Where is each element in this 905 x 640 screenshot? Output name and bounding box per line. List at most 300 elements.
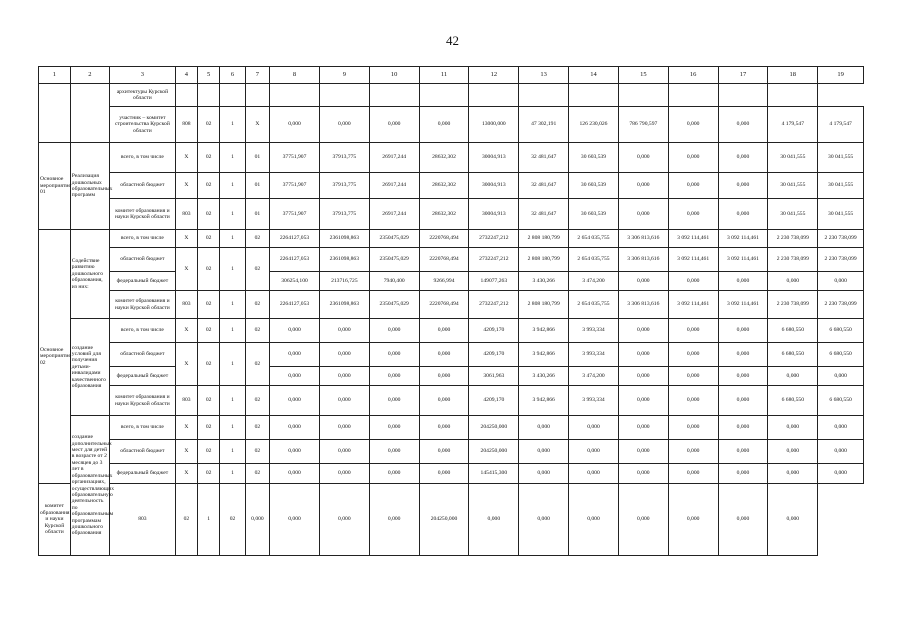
amount-cell: 6 680,550	[768, 386, 818, 416]
code-cell: 02	[198, 386, 220, 416]
header-cell: 5	[198, 67, 220, 84]
amount-cell: 3 430,266	[519, 272, 569, 291]
amount-cell: 0,000	[668, 440, 718, 464]
code-cell: 02	[198, 199, 220, 230]
amount-cell: 0,000	[618, 440, 668, 464]
amount-cell: 0,000	[668, 343, 718, 367]
amount-cell: 2220768,494	[419, 291, 469, 319]
budget-table	[38, 66, 864, 556]
amount-cell	[519, 84, 569, 107]
code-cell: 803	[175, 199, 197, 230]
amount-cell: 786 790,597	[618, 107, 668, 143]
code-cell: 01	[245, 199, 269, 230]
code-cell: 1	[220, 199, 245, 230]
amount-cell: 0,000	[718, 386, 768, 416]
code-cell: 1	[220, 343, 245, 386]
table-row	[39, 319, 864, 343]
amount-cell: 0,000	[618, 343, 668, 367]
amount-cell: 0,000	[618, 143, 668, 173]
code-cell: 1	[220, 173, 245, 199]
code-cell: 02	[198, 464, 220, 484]
amount-cell: 0,000	[270, 319, 320, 343]
amount-cell: 3 474,200	[569, 272, 619, 291]
amount-cell: 30 041,555	[818, 199, 864, 230]
amount-cell: 0,000	[768, 416, 818, 440]
amount-cell: 2361098,863	[319, 291, 369, 319]
amount-cell: 32 481,647	[519, 199, 569, 230]
amount-cell: 0,000	[270, 367, 320, 386]
amount-cell: 3 306 813,616	[618, 291, 668, 319]
amount-cell: 30 041,555	[818, 173, 864, 199]
amount-cell: 2264127,053	[270, 230, 320, 248]
header-cell: 18	[768, 67, 818, 84]
funding-source-cell: всего, в том числе	[110, 416, 176, 440]
code-cell: Х	[175, 248, 197, 291]
table-row	[39, 464, 864, 484]
code-cell: Х	[175, 416, 197, 440]
amount-cell: 0,000	[668, 199, 718, 230]
event-code-cell	[39, 84, 71, 143]
amount-cell: 0,000	[718, 173, 768, 199]
amount-cell: 37913,775	[319, 199, 369, 230]
amount-cell	[369, 84, 419, 107]
code-cell: 01	[245, 143, 269, 173]
table-row	[39, 84, 864, 107]
code-cell: Х	[245, 107, 269, 143]
amount-cell: 2732247,212	[469, 248, 519, 272]
amount-cell: 0,000	[319, 464, 369, 484]
code-cell: 1	[220, 386, 245, 416]
funding-source-cell: архитектуры Курской области	[110, 84, 176, 107]
amount-cell: 2361098,863	[319, 230, 369, 248]
amount-cell: 3 306 813,616	[618, 248, 668, 272]
amount-cell: 0,000	[668, 464, 718, 484]
event-name-cell: Реализация дошкольных образовательных программ	[70, 143, 109, 230]
table-row	[39, 143, 864, 173]
amount-cell	[319, 84, 369, 107]
amount-cell: 0,000	[768, 464, 818, 484]
header-cell: 16	[668, 67, 718, 84]
amount-cell: 0,000	[369, 416, 419, 440]
header-cell: 11	[419, 67, 469, 84]
amount-cell: 0,000	[369, 319, 419, 343]
amount-cell: 306254,100	[270, 272, 320, 291]
amount-cell: 0,000	[718, 343, 768, 367]
amount-cell: 0,000	[419, 107, 469, 143]
code-cell: 02	[198, 230, 220, 248]
amount-cell: 0,000	[718, 143, 768, 173]
amount-cell: 0,000	[818, 272, 864, 291]
amount-cell: 0,000	[519, 416, 569, 440]
amount-cell: 6 680,550	[768, 343, 818, 367]
amount-cell: 204250,000	[419, 484, 469, 556]
amount-cell: 2361098,863	[319, 248, 369, 272]
amount-cell	[618, 84, 668, 107]
amount-cell: 204250,000	[469, 440, 519, 464]
code-cell: 02	[245, 343, 269, 386]
code-cell: 02	[198, 248, 220, 291]
code-cell: 1	[220, 464, 245, 484]
code-cell: 02	[245, 464, 269, 484]
code-cell: 1	[220, 416, 245, 440]
amount-cell: 26917,244	[369, 143, 419, 173]
amount-cell: 4 179,547	[768, 107, 818, 143]
event-name-cell	[70, 84, 109, 143]
table-row	[39, 416, 864, 440]
amount-cell: 0,000	[319, 367, 369, 386]
event-code-cell: Основное мероприятие 02	[39, 230, 71, 484]
amount-cell: 0,000	[419, 464, 469, 484]
amount-cell: 37913,775	[319, 143, 369, 173]
amount-cell: 0,000	[718, 272, 768, 291]
header-cell: 17	[718, 67, 768, 84]
amount-cell: 0,000	[270, 464, 320, 484]
amount-cell: 28632,302	[419, 173, 469, 199]
amount-cell: 0,000	[618, 484, 668, 556]
amount-cell: 2 808 180,799	[519, 230, 569, 248]
amount-cell: 3 092 114,461	[718, 291, 768, 319]
amount-cell: 2 654 035,755	[569, 248, 619, 272]
amount-cell: 2 808 180,799	[519, 291, 569, 319]
amount-cell: 26917,244	[369, 173, 419, 199]
code-cell: Х	[175, 143, 197, 173]
amount-cell: 0,000	[668, 272, 718, 291]
amount-cell: 13000,000	[469, 107, 519, 143]
code-cell: 1	[220, 291, 245, 319]
amount-cell: 0,000	[618, 319, 668, 343]
amount-cell: 0,000	[319, 484, 369, 556]
funding-source-cell: всего, в том числе	[110, 319, 176, 343]
amount-cell: 0,000	[419, 343, 469, 367]
amount-cell	[270, 84, 320, 107]
code-cell: Х	[175, 319, 197, 343]
amount-cell: 0,000	[270, 416, 320, 440]
funding-source-cell: федеральный бюджет	[110, 272, 176, 291]
amount-cell: 0,000	[718, 484, 768, 556]
code-cell: 02	[245, 319, 269, 343]
funding-source-cell: комитет образования и науки Курской области	[110, 386, 176, 416]
amount-cell: 0,000	[419, 416, 469, 440]
amount-cell: 3 092 114,461	[718, 248, 768, 272]
table-row	[39, 484, 864, 556]
amount-cell: 0,000	[768, 440, 818, 464]
table-row	[39, 248, 864, 272]
amount-cell: 0,000	[419, 319, 469, 343]
amount-cell: 0,000	[419, 367, 469, 386]
code-cell: Х	[175, 173, 197, 199]
code-cell: Х	[175, 464, 197, 484]
amount-cell: 2350475,029	[369, 230, 419, 248]
amount-cell: 0,000	[618, 464, 668, 484]
code-cell: 808	[175, 107, 197, 143]
amount-cell: 0,000	[618, 416, 668, 440]
amount-cell	[419, 84, 469, 107]
header-cell: 13	[519, 67, 569, 84]
amount-cell: 37913,775	[319, 173, 369, 199]
amount-cell: 3061,963	[469, 367, 519, 386]
code-cell: 02	[245, 416, 269, 440]
event-name-cell: создание дополнительных мест для детей в возрасте от 2 месяцев до 3 лет в образовательных организациях, осуществляющих образовательную деятельность по образовательным программам дошкольного образования	[70, 416, 109, 556]
amount-cell: 0,000	[618, 199, 668, 230]
amount-cell: 2 230 738,099	[768, 230, 818, 248]
amount-cell: 2 230 738,099	[818, 248, 864, 272]
amount-cell: 0,000	[369, 484, 419, 556]
funding-source-cell: всего, в том числе	[110, 230, 176, 248]
amount-cell: 30004,913	[469, 173, 519, 199]
amount-cell	[469, 84, 519, 107]
amount-cell: 3 993,334	[569, 386, 619, 416]
header-cell: 7	[245, 67, 269, 84]
amount-cell: 2732247,212	[469, 291, 519, 319]
code-cell: 02	[198, 291, 220, 319]
amount-cell: 2 230 738,099	[768, 248, 818, 272]
amount-cell: 0,000	[718, 440, 768, 464]
header-cell: 6	[220, 67, 245, 84]
code-cell: 1	[198, 484, 220, 556]
code-cell: 1	[220, 143, 245, 173]
code-cell: 02	[245, 248, 269, 291]
amount-cell: 0,000	[270, 343, 320, 367]
code-cell: 02	[198, 319, 220, 343]
code-cell	[175, 84, 197, 107]
amount-cell	[569, 84, 619, 107]
code-cell: 803	[175, 291, 197, 319]
amount-cell: 9266,994	[419, 272, 469, 291]
table-row	[39, 386, 864, 416]
page-number: 42	[446, 33, 459, 48]
header-cell: 19	[818, 67, 864, 84]
amount-cell: 0,000	[718, 367, 768, 386]
code-cell: 02	[245, 440, 269, 464]
amount-cell: 204250,000	[469, 416, 519, 440]
amount-cell: 0,000	[818, 416, 864, 440]
funding-source-cell: федеральный бюджет	[110, 367, 176, 386]
amount-cell: 3 474,200	[569, 367, 619, 386]
amount-cell: 2 230 738,099	[818, 291, 864, 319]
amount-cell: 2 654 035,755	[569, 230, 619, 248]
amount-cell: 2220768,494	[419, 248, 469, 272]
amount-cell: 3 092 114,461	[718, 230, 768, 248]
header-cell: 1	[39, 67, 71, 84]
code-cell: 1	[220, 107, 245, 143]
code-cell: 02	[198, 440, 220, 464]
amount-cell: 4209,170	[469, 386, 519, 416]
amount-cell: 28632,302	[419, 143, 469, 173]
code-cell: 1	[220, 319, 245, 343]
amount-cell: 4209,170	[469, 343, 519, 367]
funding-source-cell: комитет образования и науки Курской области	[110, 199, 176, 230]
amount-cell: 3 092 114,461	[668, 248, 718, 272]
amount-cell: 3 993,334	[569, 343, 619, 367]
amount-cell: 37751,907	[270, 173, 320, 199]
header-cell: 9	[319, 67, 369, 84]
header-cell: 12	[469, 67, 519, 84]
amount-cell: 30 603,539	[569, 199, 619, 230]
amount-cell: 4 179,547	[818, 107, 864, 143]
amount-cell: 0,000	[319, 343, 369, 367]
code-cell	[245, 84, 269, 107]
code-cell: 02	[198, 416, 220, 440]
amount-cell: 47 302,191	[519, 107, 569, 143]
code-cell: 02	[198, 343, 220, 386]
amount-cell: 0,000	[369, 386, 419, 416]
amount-cell: 0,000	[569, 484, 619, 556]
amount-cell: 2 654 035,755	[569, 291, 619, 319]
amount-cell: 213716,725	[319, 272, 369, 291]
amount-cell: 30 041,555	[768, 199, 818, 230]
amount-cell: 2 230 738,099	[768, 291, 818, 319]
code-cell: Х	[175, 230, 197, 248]
amount-cell: 0,000	[369, 343, 419, 367]
amount-cell: 4209,170	[469, 319, 519, 343]
code-cell: 02	[220, 484, 245, 556]
amount-cell: 0,000	[668, 484, 718, 556]
amount-cell: 30 041,555	[768, 143, 818, 173]
amount-cell: 0,000	[618, 386, 668, 416]
funding-source-cell: областной бюджет	[110, 248, 176, 272]
amount-cell: 32 481,647	[519, 173, 569, 199]
amount-cell: 0,000	[419, 440, 469, 464]
amount-cell: 2 230 738,099	[818, 230, 864, 248]
amount-cell: 26917,244	[369, 199, 419, 230]
funding-source-cell: областной бюджет	[110, 440, 176, 464]
code-cell: 1	[220, 440, 245, 464]
amount-cell: 0,000	[270, 440, 320, 464]
code-cell: 02	[198, 143, 220, 173]
amount-cell: 0,000	[369, 440, 419, 464]
table-row	[39, 173, 864, 199]
funding-source-cell: всего, в том числе	[110, 143, 176, 173]
amount-cell: 7940,400	[369, 272, 419, 291]
amount-cell: 30004,913	[469, 143, 519, 173]
amount-cell: 2264127,053	[270, 291, 320, 319]
header-cell: 8	[270, 67, 320, 84]
event-name-cell: создание условий для получения детьми-инвалидами качественного образования	[70, 319, 109, 416]
amount-cell: 145415,300	[469, 464, 519, 484]
amount-cell: 3 092 114,461	[668, 230, 718, 248]
amount-cell	[718, 84, 768, 107]
amount-cell: 0,000	[668, 143, 718, 173]
amount-cell: 6 680,550	[818, 319, 864, 343]
header-row	[39, 67, 864, 84]
amount-cell: 0,000	[818, 440, 864, 464]
amount-cell: 0,000	[319, 416, 369, 440]
amount-cell: 126 230,026	[569, 107, 619, 143]
table-row	[39, 367, 864, 386]
amount-cell: 37751,907	[270, 199, 320, 230]
event-name-cell: Содействие развитию дошкольного образования, из них:	[70, 230, 109, 319]
amount-cell: 3 942,866	[519, 319, 569, 343]
funding-source-cell: областной бюджет	[110, 343, 176, 367]
amount-cell: 3 430,266	[519, 367, 569, 386]
amount-cell: 37751,907	[270, 143, 320, 173]
funding-source-cell: комитет образования и науки Курской области	[110, 291, 176, 319]
table-row	[39, 440, 864, 464]
amount-cell: 32 481,647	[519, 143, 569, 173]
amount-cell: 0,000	[270, 386, 320, 416]
amount-cell: 2350475,029	[369, 291, 419, 319]
amount-cell: 3 092 114,461	[668, 291, 718, 319]
code-cell	[198, 84, 220, 107]
amount-cell: 30 603,539	[569, 173, 619, 199]
code-cell	[220, 84, 245, 107]
amount-cell: 2220768,494	[419, 230, 469, 248]
table-row	[39, 230, 864, 248]
header-cell: 4	[175, 67, 197, 84]
amount-cell	[768, 84, 818, 107]
code-cell: Х	[175, 440, 197, 464]
amount-cell: 0,000	[668, 367, 718, 386]
amount-cell: 0,000	[419, 386, 469, 416]
amount-cell: 3 942,866	[519, 343, 569, 367]
amount-cell: 30 041,555	[818, 143, 864, 173]
amount-cell: 0,000	[569, 440, 619, 464]
amount-cell: 0,000	[668, 319, 718, 343]
table-row	[39, 272, 864, 291]
amount-cell: 2264127,053	[270, 248, 320, 272]
amount-cell: 0,000	[519, 464, 569, 484]
table-row	[39, 199, 864, 230]
header-cell: 2	[70, 67, 109, 84]
amount-cell: 0,000	[270, 484, 320, 556]
code-cell: 01	[245, 173, 269, 199]
amount-cell: 6 680,550	[818, 386, 864, 416]
table-row	[39, 107, 864, 143]
amount-cell: 0,000	[519, 484, 569, 556]
code-cell: 02	[245, 230, 269, 248]
amount-cell: 30 041,555	[768, 173, 818, 199]
amount-cell: 0,000	[369, 464, 419, 484]
amount-cell: 0,000	[668, 386, 718, 416]
code-cell: 02	[245, 291, 269, 319]
amount-cell: 0,000	[569, 416, 619, 440]
amount-cell: 149077,263	[469, 272, 519, 291]
amount-cell: 0,000	[668, 416, 718, 440]
amount-cell: 0,000	[718, 464, 768, 484]
amount-cell: 0,000	[369, 367, 419, 386]
amount-cell: 0,000	[768, 272, 818, 291]
amount-cell: 0,000	[618, 367, 668, 386]
code-cell: 02	[198, 173, 220, 199]
amount-cell: 0,000	[569, 464, 619, 484]
amount-cell: 3 993,334	[569, 319, 619, 343]
code-cell: 1	[220, 230, 245, 248]
amount-cell: 0,000	[768, 484, 818, 556]
amount-cell: 30004,913	[469, 199, 519, 230]
amount-cell: 0,000	[818, 464, 864, 484]
table-row	[39, 291, 864, 319]
amount-cell: 0,000	[718, 199, 768, 230]
amount-cell: 2350475,029	[369, 248, 419, 272]
amount-cell: 0,000	[618, 173, 668, 199]
amount-cell: 0,000	[768, 367, 818, 386]
code-cell: 02	[175, 484, 197, 556]
amount-cell	[668, 84, 718, 107]
code-cell: Х	[175, 343, 197, 386]
amount-cell: 0,000	[668, 107, 718, 143]
code-cell: 02	[245, 386, 269, 416]
funding-source-cell: участник – комитет строительства Курской области	[110, 107, 176, 143]
header-cell: 3	[110, 67, 176, 84]
header-cell: 14	[569, 67, 619, 84]
amount-cell: 0,000	[718, 416, 768, 440]
header-cell: 10	[369, 67, 419, 84]
amount-cell: 6 680,550	[818, 343, 864, 367]
amount-cell: 0,000	[618, 272, 668, 291]
amount-cell: 0,000	[319, 386, 369, 416]
funding-source-cell: федеральный бюджет	[110, 464, 176, 484]
header-cell: 15	[618, 67, 668, 84]
